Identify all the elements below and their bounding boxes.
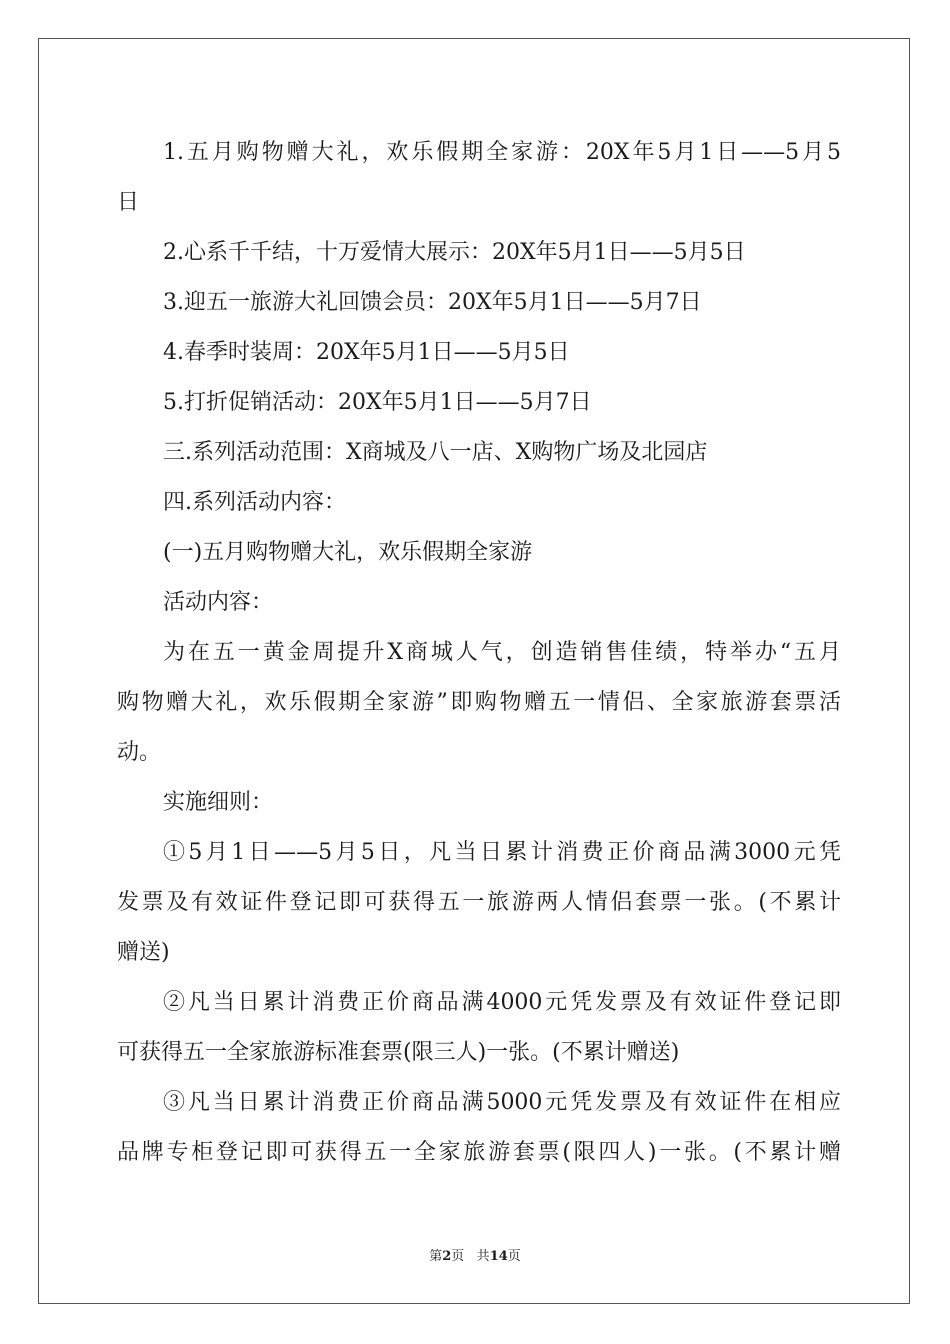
rule-3-line: ③凡当日累计消费正价商品满5000元凭发票及有效证件在相应 (163, 1090, 841, 1115)
section-heading-content: 四.系列活动内容： (163, 490, 346, 515)
list-item-1: 1.五月购物赠大礼，欢乐假期全家游：20X年5月1日——5月5 (163, 140, 841, 165)
page-number: 2 (442, 1249, 452, 1264)
label-activity-content: 活动内容： (163, 590, 274, 615)
page-prefix: 第 (429, 1249, 443, 1264)
list-item-2: 2.心系千千结，十万爱情大展示：20X年5月1日——5月5日 (163, 240, 746, 265)
paragraph-line: 购物赠大礼，欢乐假期全家游”即购物赠五一情侣、全家旅游套票活 (117, 690, 841, 715)
paragraph-line: 动。 (117, 740, 162, 765)
page-footer (0, 1248, 950, 1266)
label-implementation-rules: 实施细则： (163, 790, 274, 815)
list-item-5: 5.打折促销活动：20X年5月1日——5月7日 (163, 390, 592, 415)
paragraph-line: 为在五一黄金周提升X商城人气，创造销售佳绩，特举办“五月 (163, 640, 841, 665)
list-item-3: 3.迎五一旅游大礼回馈会员：20X年5月1日——5月7日 (163, 290, 702, 315)
total-pages: 14 (489, 1249, 508, 1264)
rule-2-line: ②凡当日累计消费正价商品满4000元凭发票及有效证件登记即 (163, 990, 841, 1015)
rule-1-line: 赠送) (117, 940, 170, 965)
rule-2-line: 可获得五一全家旅游标准套票(限三人)一张。(不累计赠送) (117, 1040, 680, 1065)
list-item-4: 4.春季时装周：20X年5月1日——5月5日 (163, 340, 570, 365)
page-suffix: 页 (451, 1249, 465, 1264)
list-item-1-continued: 日 (117, 190, 140, 215)
document-body (117, 128, 841, 1178)
subsection-heading-1: (一)五月购物赠大礼，欢乐假期全家游 (163, 540, 533, 565)
rule-3-line: 品牌专柜登记即可获得五一全家旅游套票(限四人)一张。(不累计赠 (117, 1140, 841, 1165)
section-heading-scope: 三.系列活动范围：X商城及八一店、X购物广场及北园店 (163, 440, 708, 465)
total-suffix: 页 (507, 1249, 521, 1264)
total-prefix: 共 (476, 1249, 490, 1264)
rule-1-line: 发票及有效证件登记即可获得五一旅游两人情侣套票一张。(不累计 (117, 890, 841, 915)
rule-1-line: ①5月1日——5月5日，凡当日累计消费正价商品满3000元凭 (163, 840, 841, 865)
